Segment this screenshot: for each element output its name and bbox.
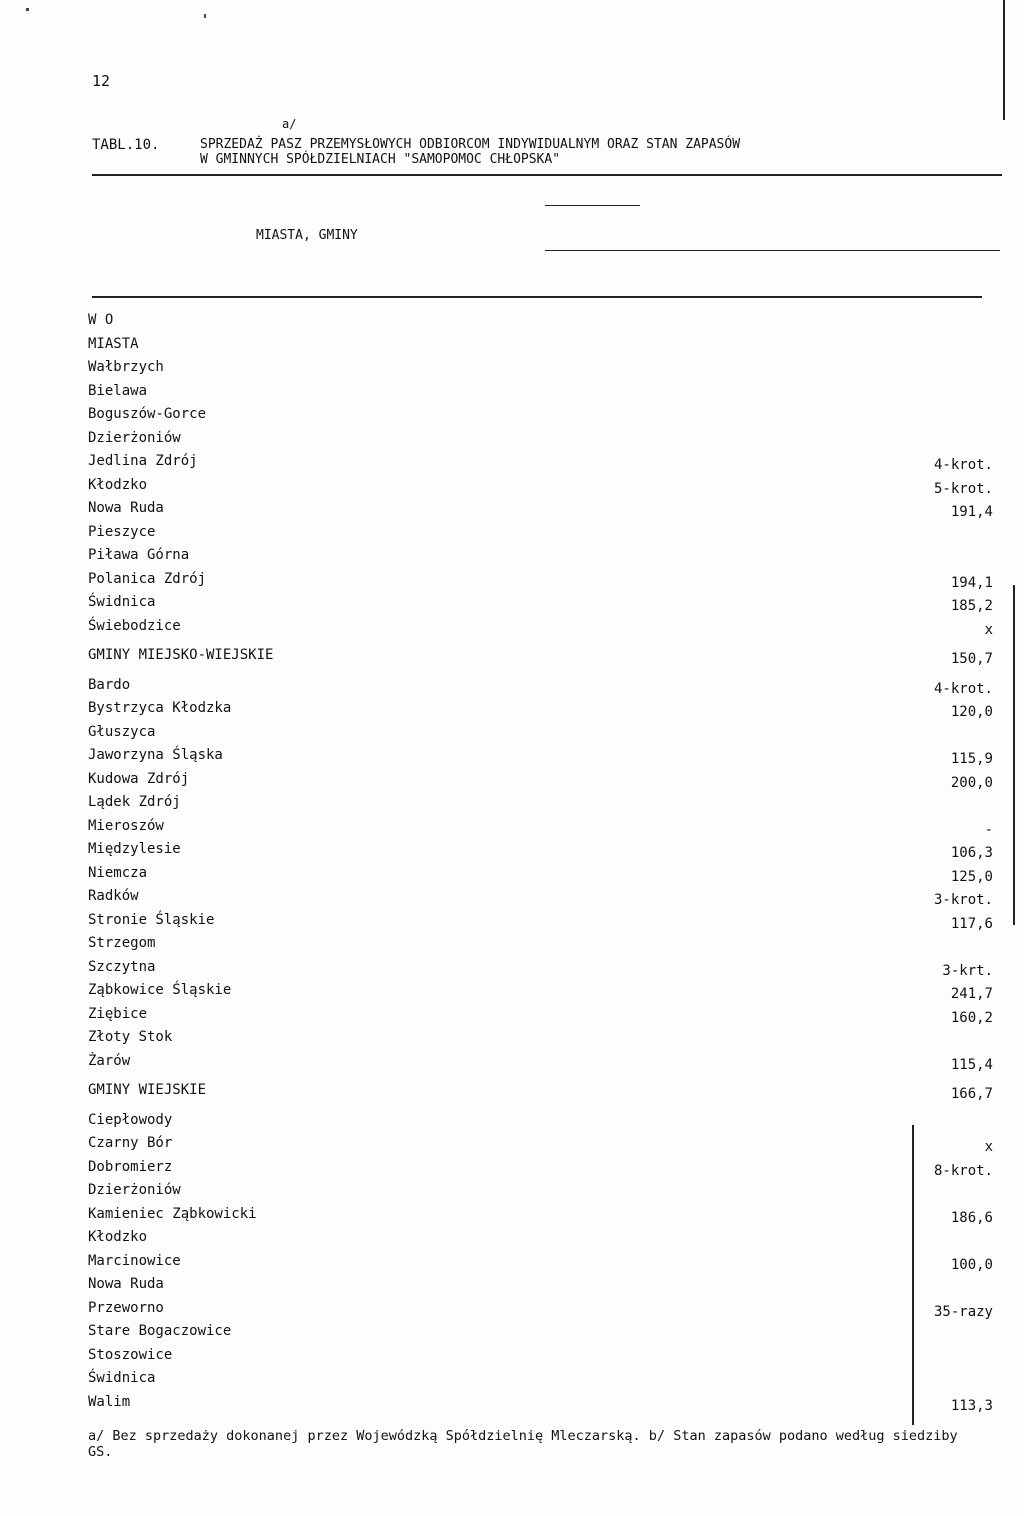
header-short-rule bbox=[545, 205, 640, 206]
table-row bbox=[88, 312, 1003, 336]
row-name: Kudowa Zdrój bbox=[88, 770, 190, 787]
page-number: 12 bbox=[92, 72, 111, 90]
row-name: Stronie Śląskie bbox=[88, 911, 215, 928]
table-row bbox=[88, 1276, 1003, 1300]
row-value: 5-krot. bbox=[933, 480, 993, 497]
table-row bbox=[88, 935, 1003, 959]
row-name: W O bbox=[88, 312, 114, 328]
right-edge-line bbox=[1003, 0, 1005, 120]
row-name: Niemcza bbox=[88, 864, 148, 881]
footnote: a/ Bez sprzedaży dokonanej przez Wojewódzką Spółdzielnię Mleczarską. b/ Stan zapasów podano według siedziby GS. bbox=[88, 1428, 958, 1460]
table-row bbox=[88, 1323, 1003, 1347]
row-name: Nowa Ruda bbox=[88, 500, 164, 516]
table-row bbox=[88, 500, 1003, 524]
row-name: Bystrzyca Kłodzka bbox=[88, 700, 232, 716]
row-name: Nowa Ruda bbox=[88, 1276, 164, 1292]
table-row bbox=[88, 524, 1003, 548]
row-value: 150,7 bbox=[950, 651, 993, 667]
table-row bbox=[88, 912, 1003, 936]
row-name: Dzierżoniów bbox=[88, 1182, 181, 1198]
row-name: Radków bbox=[88, 888, 139, 904]
table-label: TABL.10. bbox=[92, 137, 160, 153]
table-body bbox=[88, 312, 1003, 1417]
table-row bbox=[88, 1053, 1003, 1077]
table-row bbox=[88, 1370, 1003, 1394]
row-name: Świdnica bbox=[88, 594, 156, 610]
row-name: Ciepłowody bbox=[88, 1111, 173, 1128]
table-row bbox=[88, 647, 1003, 671]
row-name: Kłodzko bbox=[88, 476, 148, 493]
table-row bbox=[88, 747, 1003, 771]
row-value: 166,7 bbox=[950, 1086, 993, 1102]
row-value: 106,3 bbox=[950, 845, 993, 861]
row-value: 186,6 bbox=[950, 1209, 993, 1226]
row-value: 160,2 bbox=[950, 1009, 993, 1026]
row-name: Lądek Zdrój bbox=[88, 794, 181, 810]
header-rule-right bbox=[545, 250, 1000, 251]
row-value: 191,4 bbox=[950, 504, 993, 520]
table-row bbox=[88, 571, 1003, 595]
table-row bbox=[88, 771, 1003, 795]
table-row bbox=[88, 724, 1003, 748]
column-header: MIASTA, GMINY bbox=[256, 228, 358, 243]
row-name: Przeworno bbox=[88, 1299, 164, 1316]
table-row bbox=[88, 1159, 1003, 1183]
row-name: Polanica Zdrój bbox=[88, 570, 207, 587]
row-value: 115,9 bbox=[950, 751, 993, 767]
table-row bbox=[88, 453, 1003, 477]
table-row bbox=[88, 841, 1003, 865]
row-name: Strzegom bbox=[88, 935, 156, 951]
row-name: Mieroszów bbox=[88, 817, 164, 834]
row-name: Głuszyca bbox=[88, 723, 156, 740]
row-name: Ziębice bbox=[88, 1005, 148, 1022]
table-row bbox=[88, 1082, 1003, 1106]
table-row bbox=[88, 359, 1003, 383]
row-name: Bardo bbox=[88, 676, 131, 693]
row-name: GMINY MIEJSKO-WIEJSKIE bbox=[88, 647, 274, 663]
value-column-line bbox=[1013, 585, 1015, 925]
title-superscript: a/ bbox=[282, 117, 297, 131]
row-name: Boguszów-Gorce bbox=[88, 406, 207, 422]
table-row bbox=[88, 1112, 1003, 1136]
row-name: Jedlina Zdrój bbox=[88, 453, 198, 469]
row-name: Bielawa bbox=[88, 382, 148, 399]
table-row bbox=[88, 430, 1003, 454]
table-row bbox=[88, 1229, 1003, 1253]
table-row bbox=[88, 888, 1003, 912]
table-title-line-1: SPRZEDAŻ PASZ PRZEMYSŁOWYCH ODBIORCOM INDYWIDUALNYM ORAZ STAN ZAPASÓW bbox=[200, 137, 741, 152]
table-row bbox=[88, 959, 1003, 983]
table-row bbox=[88, 1253, 1003, 1277]
table-row bbox=[88, 1300, 1003, 1324]
row-name: Żarów bbox=[88, 1052, 131, 1069]
row-name: GMINY WIEJSKIE bbox=[88, 1082, 207, 1098]
table-row bbox=[88, 818, 1003, 842]
row-name: Złoty Stok bbox=[88, 1029, 173, 1045]
row-value: 4-krot. bbox=[933, 680, 993, 697]
row-value: x bbox=[984, 621, 993, 638]
row-name: Dzierżoniów bbox=[88, 429, 181, 446]
table-row bbox=[88, 794, 1003, 818]
row-name: Walim bbox=[88, 1393, 131, 1410]
table-row bbox=[88, 383, 1003, 407]
table-row bbox=[88, 1135, 1003, 1159]
row-name: Kłodzko bbox=[88, 1229, 148, 1245]
row-name: Wałbrzych bbox=[88, 359, 164, 375]
row-name: Marcinowice bbox=[88, 1252, 181, 1269]
row-value: 3-krt. bbox=[942, 962, 993, 979]
header-bottom-rule bbox=[92, 296, 982, 298]
row-value: x bbox=[984, 1139, 993, 1155]
table-title bbox=[200, 137, 740, 167]
row-value: 117,6 bbox=[950, 915, 993, 932]
table-row bbox=[88, 477, 1003, 501]
table-row bbox=[88, 1206, 1003, 1230]
row-value: 35-razy bbox=[933, 1303, 993, 1320]
row-value: 241,7 bbox=[950, 986, 993, 1002]
row-value: 3-krot. bbox=[933, 892, 993, 908]
table-row bbox=[88, 1006, 1003, 1030]
table-row bbox=[88, 677, 1003, 701]
table-row bbox=[88, 1347, 1003, 1371]
table-title-line-2: W GMINNYCH SPÓŁDZIELNIACH "SAMOPOMOC CHŁOPSKA" bbox=[200, 152, 561, 167]
table-row bbox=[88, 1029, 1003, 1053]
title-rule bbox=[92, 174, 1002, 176]
row-name: Świdnica bbox=[88, 1370, 156, 1386]
row-value: 113,3 bbox=[950, 1397, 993, 1414]
row-value: 194,1 bbox=[950, 574, 993, 591]
table-row bbox=[88, 547, 1003, 571]
table-row bbox=[88, 618, 1003, 642]
row-value: - bbox=[984, 821, 993, 838]
row-name: Stare Bogaczowice bbox=[88, 1323, 232, 1339]
row-value: 115,4 bbox=[950, 1056, 993, 1073]
row-name: Ząbkowice Śląskie bbox=[88, 982, 232, 998]
row-value: 120,0 bbox=[950, 704, 993, 720]
row-name: Czarny Bór bbox=[88, 1135, 173, 1151]
table-row bbox=[88, 700, 1003, 724]
table-row bbox=[88, 982, 1003, 1006]
row-value: 8-krot. bbox=[933, 1162, 993, 1179]
row-name: MIASTA bbox=[88, 335, 139, 352]
row-value: 4-krot. bbox=[933, 457, 993, 473]
table-row bbox=[88, 1182, 1003, 1206]
row-name: Jaworzyna Śląska bbox=[88, 747, 223, 763]
table-row bbox=[88, 406, 1003, 430]
row-name: Pieszyce bbox=[88, 523, 156, 540]
row-name: Piława Górna bbox=[88, 547, 190, 563]
row-value: 185,2 bbox=[950, 598, 993, 614]
row-value: 200,0 bbox=[950, 774, 993, 791]
table-row bbox=[88, 1394, 1003, 1418]
row-name: Kamieniec Ząbkowicki bbox=[88, 1205, 257, 1222]
row-value: 125,0 bbox=[950, 868, 993, 885]
row-value: 100,0 bbox=[950, 1256, 993, 1273]
row-name: Stoszowice bbox=[88, 1346, 173, 1363]
row-name: Szczytna bbox=[88, 958, 156, 975]
scan-speck bbox=[26, 8, 29, 11]
row-name: Świebodzice bbox=[88, 617, 181, 634]
row-name: Międzylesie bbox=[88, 841, 181, 857]
scan-speck bbox=[204, 14, 206, 18]
table-row bbox=[88, 336, 1003, 360]
table-row bbox=[88, 865, 1003, 889]
row-name: Dobromierz bbox=[88, 1158, 173, 1175]
table-row bbox=[88, 594, 1003, 618]
